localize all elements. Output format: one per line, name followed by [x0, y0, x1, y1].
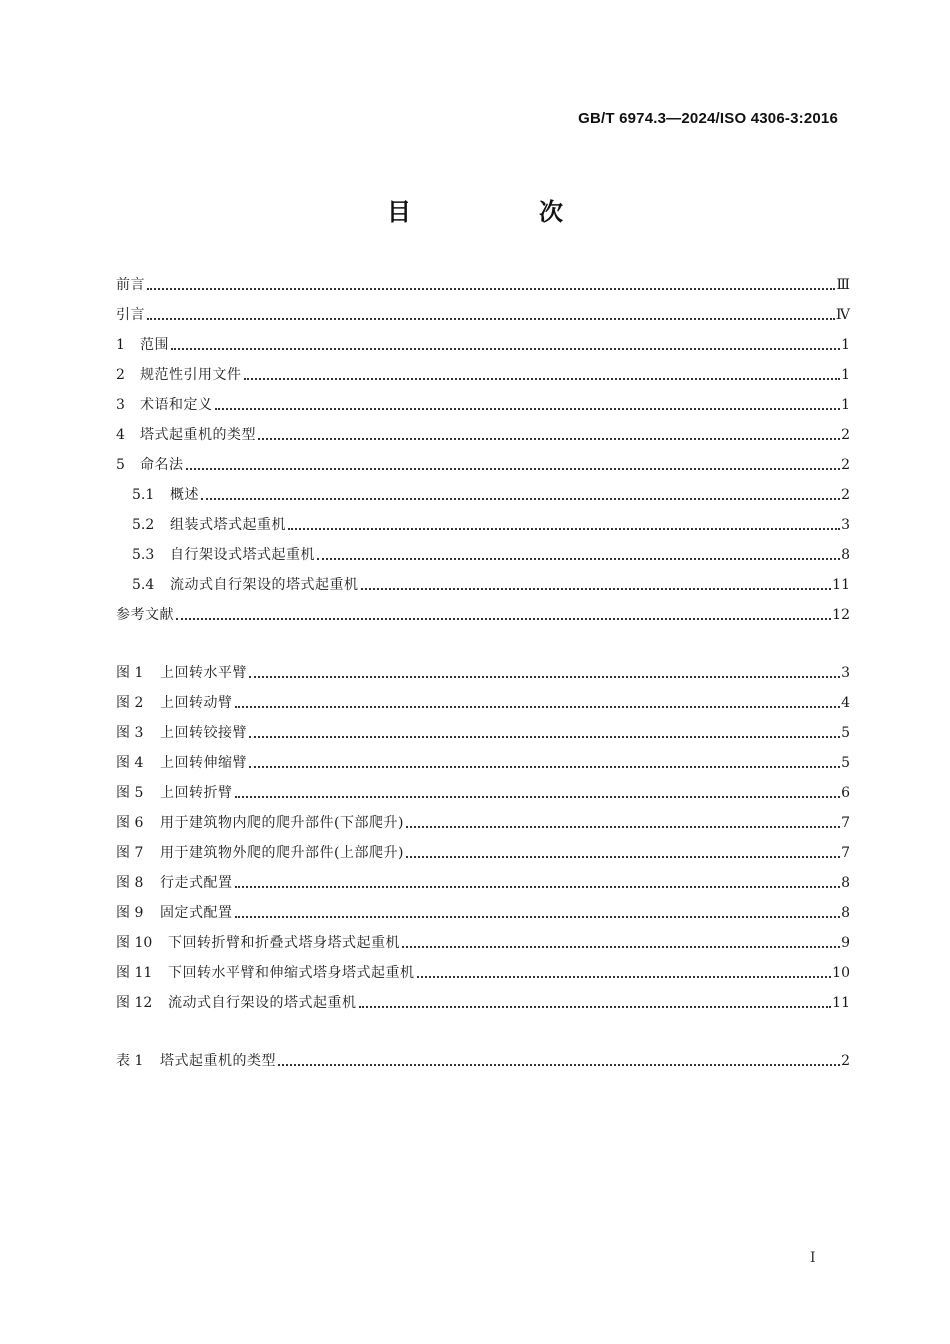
figure-number: 图 10	[116, 935, 153, 951]
dot-leader	[278, 1064, 840, 1066]
toc-figure-4[interactable]	[116, 752, 850, 774]
toc-entry-page: 1	[841, 367, 850, 383]
toc-entry-label: 概述	[170, 487, 199, 503]
toc-entry-number: 5.1	[132, 487, 155, 503]
figure-number: 图 12	[116, 995, 153, 1011]
toc-figure-5[interactable]	[116, 782, 850, 804]
dot-leader	[317, 558, 840, 560]
dot-leader	[171, 348, 840, 350]
dot-leader	[249, 676, 840, 678]
figure-page: 4	[841, 695, 850, 711]
figure-label: 行走式配置	[160, 875, 233, 891]
toc-entry-number: 4	[116, 427, 125, 443]
figure-page: 11	[832, 995, 850, 1011]
toc-entry-5-2[interactable]	[116, 514, 850, 536]
figure-label: 上回转水平臂	[160, 665, 247, 681]
toc-entry-page: 1	[841, 397, 850, 413]
toc-entry-page: 2	[841, 487, 850, 503]
figure-page: 7	[841, 845, 850, 861]
dot-leader	[235, 916, 841, 918]
page-title: 目 次	[387, 198, 615, 226]
figure-page: 10	[832, 965, 850, 981]
toc-entry-1[interactable]	[116, 334, 850, 356]
figure-number: 图 5	[116, 785, 144, 801]
figure-page: 8	[841, 875, 850, 891]
toc-entry-label: 命名法	[140, 457, 184, 473]
toc-entry-label: 范围	[140, 337, 169, 353]
toc-entry-label: 前言	[116, 277, 145, 293]
toc-entry-page: 3	[841, 517, 850, 533]
figure-number: 图 1	[116, 665, 144, 681]
toc-figure-6[interactable]	[116, 812, 850, 834]
toc-figure-2[interactable]	[116, 692, 850, 714]
toc-figure-9[interactable]	[116, 902, 850, 924]
toc-entry-3[interactable]	[116, 394, 850, 416]
toc-entry-label: 术语和定义	[140, 397, 213, 413]
figure-number: 图 11	[116, 965, 153, 981]
toc-entry-label: 塔式起重机的类型	[140, 427, 256, 443]
table-number: 表 1	[116, 1053, 144, 1069]
toc-entry-page: 11	[832, 577, 850, 593]
toc-entry-label: 参考文献	[116, 607, 174, 623]
figure-page: 7	[841, 815, 850, 831]
dot-leader	[201, 498, 840, 500]
toc-entry-number: 3	[116, 397, 125, 413]
toc-entry-5-3[interactable]	[116, 544, 850, 566]
toc-entry-page: 2	[841, 457, 850, 473]
standard-code: GB/T 6974.3—2024/ISO 4306-3:2016	[578, 110, 838, 127]
toc-entry-label: 规范性引用文件	[140, 367, 242, 383]
toc-entry-page: Ⅳ	[836, 307, 850, 323]
dot-leader	[288, 528, 840, 530]
figure-number: 图 4	[116, 755, 144, 771]
figure-label: 下回转水平臂和伸缩式塔身塔式起重机	[168, 965, 415, 981]
figure-label: 用于建筑物内爬的爬升部件(下部爬升)	[160, 815, 404, 831]
figure-page: 8	[841, 905, 850, 921]
figure-label: 上回转动臂	[160, 695, 233, 711]
toc-entry-5-1[interactable]	[116, 484, 850, 506]
figure-label: 上回转铰接臂	[160, 725, 247, 741]
table-page: 2	[841, 1053, 850, 1069]
toc-figure-10[interactable]	[116, 932, 850, 954]
toc-entry-page: 12	[832, 607, 850, 623]
dot-leader	[235, 796, 841, 798]
toc-entry-label: 引言	[116, 307, 145, 323]
toc-table-1[interactable]	[116, 1050, 850, 1072]
figure-label: 用于建筑物外爬的爬升部件(上部爬升)	[160, 845, 404, 861]
dot-leader	[235, 886, 841, 888]
figure-page: 3	[841, 665, 850, 681]
toc-entry-introduction[interactable]	[116, 304, 850, 326]
figure-number: 图 3	[116, 725, 144, 741]
figure-label: 流动式自行架设的塔式起重机	[168, 995, 357, 1011]
toc-figure-7[interactable]	[116, 842, 850, 864]
toc-entry-bibliography[interactable]	[116, 604, 850, 626]
dot-leader	[147, 288, 835, 290]
dot-leader	[417, 976, 832, 978]
dot-leader	[249, 766, 840, 768]
dot-leader	[361, 588, 832, 590]
figure-number: 图 7	[116, 845, 144, 861]
toc-entry-label: 自行架设式塔式起重机	[170, 547, 315, 563]
toc-figure-1[interactable]	[116, 662, 850, 684]
toc-figure-3[interactable]	[116, 722, 850, 744]
dot-leader	[147, 318, 835, 320]
figure-number: 图 2	[116, 695, 144, 711]
toc-figure-8[interactable]	[116, 872, 850, 894]
dot-leader	[215, 408, 841, 410]
toc-entry-page: 2	[841, 427, 850, 443]
toc-entry-5-4[interactable]	[116, 574, 850, 596]
toc-entry-number: 5.3	[132, 547, 155, 563]
toc-entry-5[interactable]	[116, 454, 850, 476]
dot-leader	[359, 1006, 832, 1008]
dot-leader	[406, 856, 840, 858]
figure-number: 图 8	[116, 875, 144, 891]
toc-entry-number: 5.2	[132, 517, 155, 533]
toc-entry-label: 流动式自行架设的塔式起重机	[170, 577, 359, 593]
toc-entry-page: 8	[841, 547, 850, 563]
toc-figure-11[interactable]	[116, 962, 850, 984]
toc-entry-2[interactable]	[116, 364, 850, 386]
dot-leader	[249, 736, 840, 738]
figure-page: 5	[841, 725, 850, 741]
toc-entry-4[interactable]	[116, 424, 850, 446]
toc-entry-number: 5.4	[132, 577, 155, 593]
figure-label: 下回转折臂和折叠式塔身塔式起重机	[168, 935, 400, 951]
toc-entry-number: 1	[116, 337, 125, 353]
figure-page: 9	[841, 935, 850, 951]
figure-label: 上回转伸缩臂	[160, 755, 247, 771]
toc-figure-12[interactable]	[116, 992, 850, 1014]
dot-leader	[258, 438, 840, 440]
figure-label: 上回转折臂	[160, 785, 233, 801]
dot-leader	[406, 826, 840, 828]
toc-entry-foreword[interactable]	[116, 274, 850, 296]
toc-entry-page: Ⅲ	[836, 277, 850, 293]
figure-page: 5	[841, 755, 850, 771]
toc-entry-number: 5	[116, 457, 125, 473]
figure-number: 图 6	[116, 815, 144, 831]
toc-entry-page: 1	[841, 337, 850, 353]
table-label: 塔式起重机的类型	[160, 1053, 276, 1069]
dot-leader	[244, 378, 841, 380]
dot-leader	[176, 618, 831, 620]
dot-leader	[186, 468, 841, 470]
figure-page: 6	[841, 785, 850, 801]
toc-entry-number: 2	[116, 367, 125, 383]
dot-leader	[402, 946, 840, 948]
dot-leader	[235, 706, 841, 708]
figure-number: 图 9	[116, 905, 144, 921]
page-number: I	[810, 1250, 816, 1266]
figure-label: 固定式配置	[160, 905, 233, 921]
toc-entry-label: 组装式塔式起重机	[170, 517, 286, 533]
